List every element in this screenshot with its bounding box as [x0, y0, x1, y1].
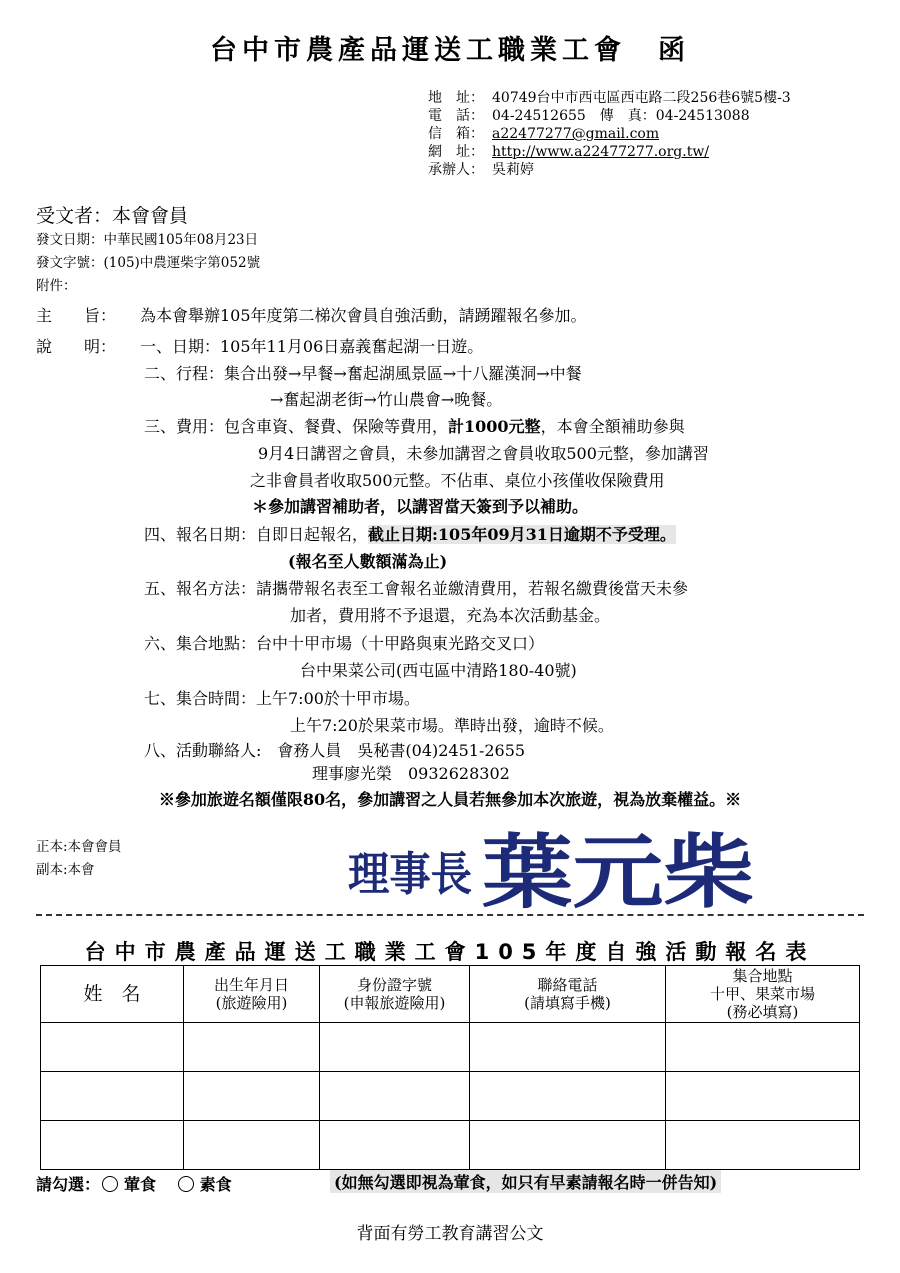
contact-website: 網 址： http://www.a22477277.org.tw/: [428, 144, 710, 160]
id-cell[interactable]: [320, 1023, 470, 1072]
col-birth-header: 出生年月日 (旅遊險用): [184, 966, 320, 1023]
place-cell[interactable]: [666, 1072, 860, 1121]
cut-line: [36, 914, 864, 916]
meat-option-radio[interactable]: [102, 1176, 118, 1192]
vegetarian-option-radio[interactable]: [178, 1176, 194, 1192]
attachment: 附件：: [36, 278, 77, 294]
name-cell[interactable]: [41, 1072, 184, 1121]
subject-text: 為本會舉辦105年度第二梯次會員自強活動，請踴躍報名參加。: [140, 306, 587, 325]
recipient: 受文者：本會會員: [36, 205, 189, 227]
form-row: [41, 1121, 860, 1170]
form-row: [41, 1023, 860, 1072]
item-fee-cont1: 9月4日講習之會員，未參加講習之會員收取500元整，參加講習: [258, 444, 709, 463]
item-contact-person-cont: 理事廖光榮 0932628302: [312, 764, 510, 783]
place-cell[interactable]: [666, 1121, 860, 1170]
col-id-header: 身份證字號 (申報旅遊險用): [320, 966, 470, 1023]
back-page-note: 背面有勞工教育講習公文: [356, 1224, 544, 1244]
item-registration-method-cont: 加者，費用將不予退還，充為本次活動基金。: [290, 606, 611, 625]
email-link[interactable]: a22477277@gmail.com: [492, 126, 660, 142]
subject-label: 主 旨：: [36, 306, 117, 325]
name-cell[interactable]: [41, 1121, 184, 1170]
document-number: 發文字號：(105)中農運柴字第052號: [36, 255, 261, 271]
meat-option-label: 葷食: [124, 1175, 157, 1194]
birth-cell[interactable]: [184, 1072, 320, 1121]
chairman-signature-stamp: [346, 820, 758, 912]
item-contact-person: 八、活動聯絡人: 會務人員 吳秘書(04)2451-2655: [144, 741, 526, 760]
signature-name: 葉元柴: [482, 825, 754, 912]
item-meeting-place-cont: 台中果菜公司(西屯區中清路180-40號): [300, 661, 577, 680]
contact-address: 地 址： 40749台中市西屯區西屯路二段256巷6號5樓-3: [428, 90, 791, 106]
registration-table: [40, 965, 860, 1170]
item-fee-note: ＊參加講習補助者，以講習當天簽到予以補助。: [252, 497, 589, 516]
item-meeting-place: 六、集合地點：台中十甲市場（十甲路與東光路交叉口）: [144, 634, 545, 653]
form-title: 台中市農產品運送工職業工會105年度自強活動報名表: [84, 940, 816, 964]
col-phone-header: 聯絡電話 (請填寫手機): [470, 966, 666, 1023]
vegetarian-option-label: 素食: [199, 1175, 232, 1194]
item-fee-cont2: 之非會員者收取500元整。不佔車、桌位小孩僅收保險費用: [250, 471, 665, 490]
explanation-label: 說 明：: [36, 337, 117, 356]
item-meeting-time-cont: 上午7:20於果菜市場。準時出發，逾時不候。: [290, 716, 614, 735]
meal-choice: [36, 1172, 232, 1195]
issue-date: 發文日期：中華民國105年08月23日: [36, 232, 259, 248]
item-registration-note: (報名至人數額滿為止): [288, 552, 448, 571]
col-name-header: 姓 名: [41, 966, 184, 1023]
item-registration-method: 五、報名方法：請攜帶報名表至工會報名並繳清費用，若報名繳費後當天未參: [144, 579, 689, 598]
meal-choice-note: (如無勾選即視為葷食，如只有早素請報名時一併告知): [330, 1170, 721, 1193]
item-date: 一、日期：105年11月06日嘉義奮起湖一日遊。: [140, 337, 484, 356]
id-cell[interactable]: [320, 1121, 470, 1170]
duplicate-copy: 副本:本會: [36, 862, 95, 878]
meal-choice-label: 請勾選：: [36, 1175, 101, 1194]
quota-warning: ※參加旅遊名額僅限80名，參加講習之人員若無參加本次旅遊，視為放棄權益。※: [158, 790, 742, 809]
name-cell[interactable]: [41, 1023, 184, 1072]
contact-email: 信 箱： a22477277@gmail.com: [428, 126, 660, 142]
original-copy: 正本:本會會員: [36, 839, 122, 855]
item-fee: 三、費用：包含車資、餐費、保險等費用，計1000元整，本會全額補助參與: [144, 417, 685, 436]
letter-title: 台中市農產品運送工職業工會 函: [210, 35, 690, 66]
form-row: [41, 1072, 860, 1121]
phone-cell[interactable]: [470, 1072, 666, 1121]
item-itinerary: 二、行程：集合出發→早餐→奮起湖風景區→十八羅漢洞→中餐: [144, 364, 582, 383]
item-itinerary-cont: →奮起湖老街→竹山農會→晚餐。: [270, 390, 503, 409]
place-cell[interactable]: [666, 1023, 860, 1072]
birth-cell[interactable]: [184, 1121, 320, 1170]
contact-phone-fax: 電 話： 04-24512655 傳 真：04-24513088: [428, 108, 750, 124]
id-cell[interactable]: [320, 1072, 470, 1121]
signature-title: 理事長: [348, 847, 472, 901]
website-link[interactable]: http://www.a22477277.org.tw/: [492, 144, 710, 160]
item-meeting-time: 七、集合時間：上午7:00於十甲市場。: [144, 689, 420, 708]
phone-cell[interactable]: [470, 1121, 666, 1170]
birth-cell[interactable]: [184, 1023, 320, 1072]
item-registration-date: 四、報名日期：自即日起報名，截止日期:105年09月31日逾期不予受理。: [144, 525, 676, 544]
deadline-highlight: 截止日期:105年09月31日逾期不予受理。: [368, 525, 676, 544]
col-place-header: 集合地點 十甲、果菜市場 (務必填寫): [666, 966, 860, 1023]
contact-handler: 承辦人： 吳莉婷: [428, 162, 534, 178]
phone-cell[interactable]: [470, 1023, 666, 1072]
